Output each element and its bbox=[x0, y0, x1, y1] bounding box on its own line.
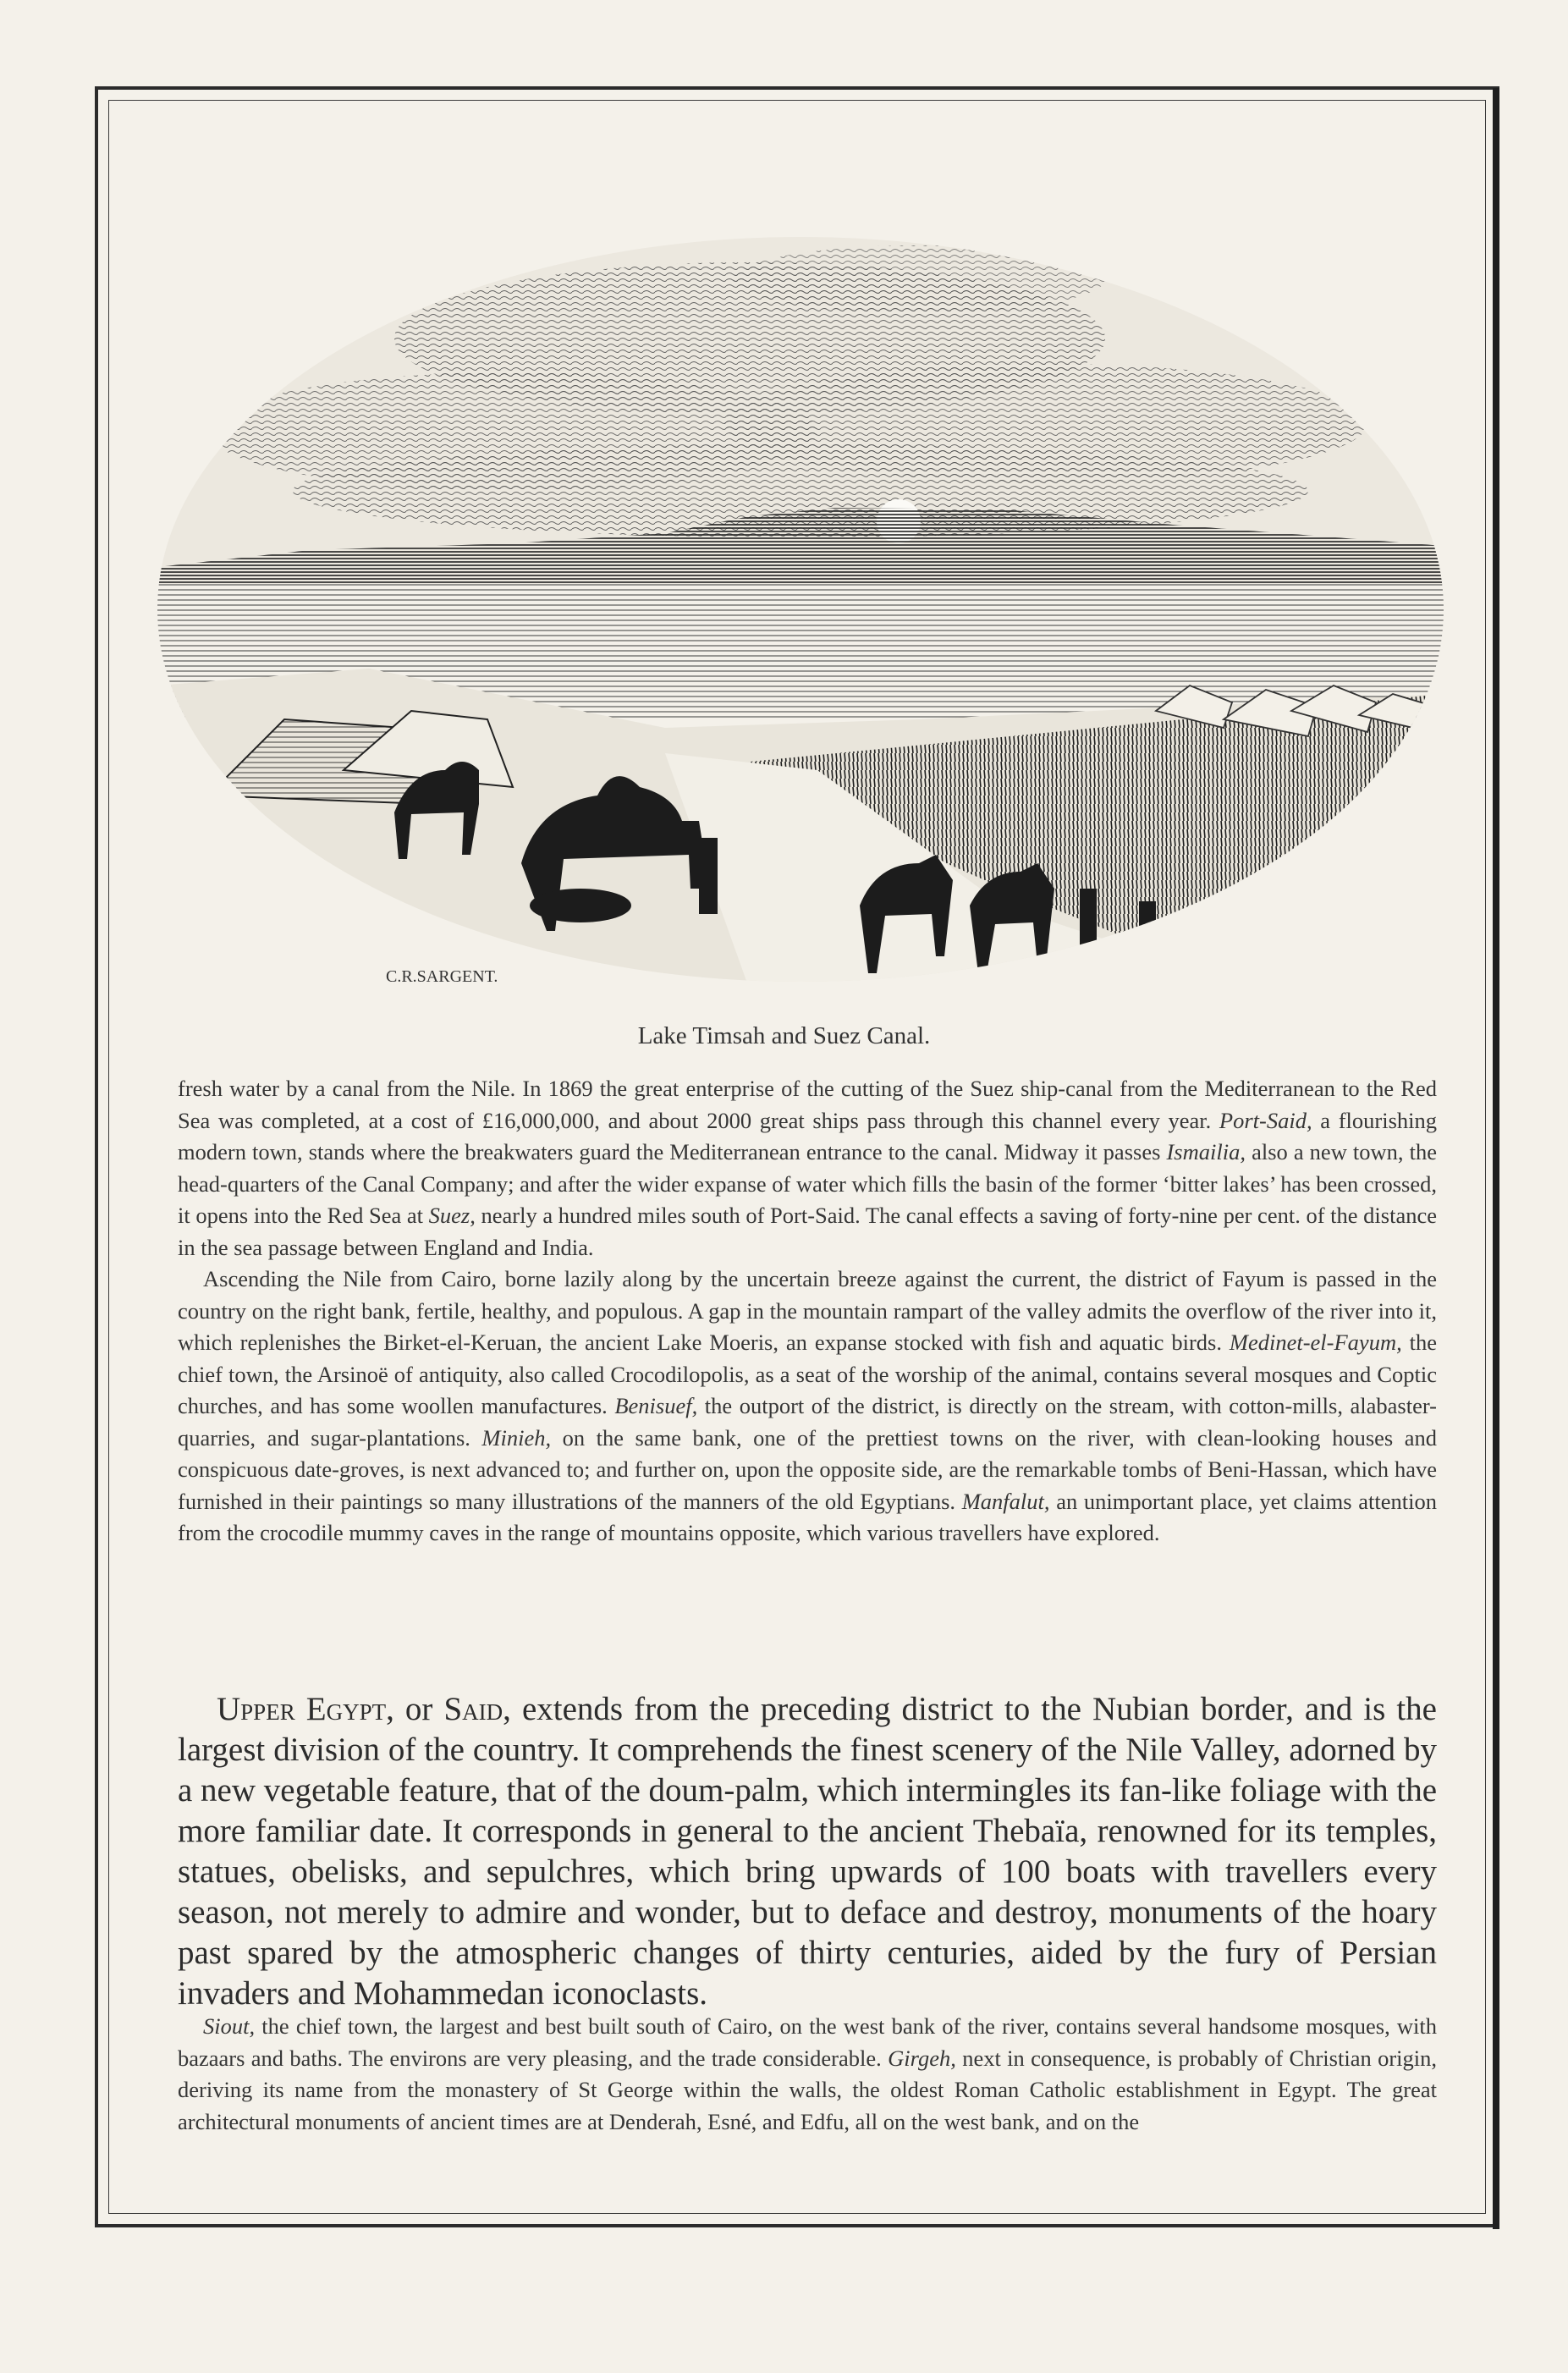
region-name: Said bbox=[443, 1691, 503, 1727]
place-name: Minieh, bbox=[481, 1424, 552, 1451]
region-name: Upper Egypt bbox=[217, 1691, 387, 1727]
text-span: , or bbox=[386, 1691, 444, 1727]
place-name: Benisuef, bbox=[614, 1393, 698, 1418]
text-span: on the same bank, one of the prettiest towns on the river, with clean-looking houses and conspicuous date-groves, is next advanced to; and further on, upon the opposite side, are the remarkable tombs of Beni-Hassan, which have furnished in their paintings so many illustrations of the manners of the old Egyptians. bbox=[178, 1424, 1437, 1514]
page-border-shadow bbox=[1493, 88, 1499, 2229]
text-span: an unimportant place, yet claims attention from the crocodile mummy caves in the range of mountains opposite, which various travellers have explored. bbox=[178, 1488, 1437, 1545]
text-span: the chief town, the largest and best built south of Cairo, on the west bank of the river, contains several handsome mosques, with bazaars and baths. The environs are very pleasing, and the trade considerable. bbox=[178, 2013, 1437, 2071]
paragraph-siout bbox=[178, 2011, 1437, 2138]
text-span: also a new town, the head-quarters of the Canal Company; and after the wider expanse of water which fills the basin of the former ‘bitter lakes’ has been crossed, it opens into the Red Sea at bbox=[178, 1139, 1437, 1228]
text-span: the chief town, the Arsinoë of antiquity, also called Crocodilopolis, as a seat of the worship of the animal, contains several mosques and Coptic churches, and has some woollen manufactures. bbox=[178, 1330, 1438, 1418]
place-name: Siout, bbox=[203, 2013, 256, 2039]
text-span: fresh water by a canal from the Nile. In 1869 the great enterprise of the cutting of the Suez ship-canal from the Mediterranean to the Red Sea was completed, at a cost of £16,000,000, and about 2000 great ships pass through this channel every year. bbox=[178, 1076, 1437, 1133]
paragraph-fayum bbox=[178, 1264, 1437, 1550]
place-name: Port-Said, bbox=[1219, 1107, 1312, 1133]
text-span: a flourishing modern town, stands where the breakwaters guard the Mediterranean entrance to the canal. Midway it passes bbox=[178, 1107, 1438, 1164]
clouds bbox=[208, 245, 1367, 537]
engraver-signature: C.R.SARGENT. bbox=[386, 967, 498, 986]
text-span: Ascending the Nile from Cairo, borne lazily along by the uncertain breeze against the current, the district of Fayum is passed in the country on the right bank, fertile, healthy, and populous. A gap in the mountain rampart of the valley admits the overflow of the river into it, which replenishes the Birket-el-Keruan, the ancient Lake Moeris, an expanse stocked with fish and aquatic birds. bbox=[178, 1266, 1437, 1355]
place-name: Manfalut, bbox=[961, 1488, 1050, 1514]
illustration-caption: Lake Timsah and Suez Canal. bbox=[637, 1022, 931, 1049]
place-name: Ismailia, bbox=[1166, 1139, 1246, 1164]
place-name: Suez, bbox=[428, 1203, 476, 1228]
text-span: , extends from the preceding district to the Nubian border, and is the largest division of the country. It comprehends the finest scenery of the Nile Valley, adorned by a new vegetable feature, that of the doum-palm, which intermingles its fan-like foliage with the more familiar date. It corresponds in general to the ancient Thebaïa, renowned for its temples, statues, obelisks, and sepulchres, which bring upwards of 100 boats with travellers every season, not merely to admire and wonder, but to deface and destroy, monuments of the hoary past spared by the atmospheric changes of thirty centuries, aided by the fury of Persian invaders and Mohammedan iconoclasts. bbox=[178, 1691, 1437, 2012]
engraving-scene bbox=[157, 212, 1444, 990]
paragraph-suez-canal bbox=[178, 1073, 1437, 1550]
text-span: nearly a hundred miles south of Port-Said. The canal effects a saving of forty-nine per cent. of the distance in the sea passage between England and India. bbox=[178, 1203, 1437, 1260]
text-span: next in consequence, is probably of Christian origin, deriving its name from the monastery of St George within the walls, the oldest Roman Catholic establishment in Egypt. The great architectural monuments of ancient times are at Denderah, Esné, and Edfu, all on the west bank, and on the bbox=[178, 2045, 1437, 2134]
place-name: Medinet-el-Fayum, bbox=[1229, 1330, 1402, 1355]
paragraph-upper-egypt bbox=[178, 1689, 1437, 2014]
text-span: the outport of the district, is directly on the stream, with cotton-mills, alabaster-quarries, and sugar-plantations. bbox=[178, 1393, 1437, 1451]
engraving-illustration bbox=[157, 212, 1444, 990]
place-name: Girgeh, bbox=[888, 2045, 956, 2071]
